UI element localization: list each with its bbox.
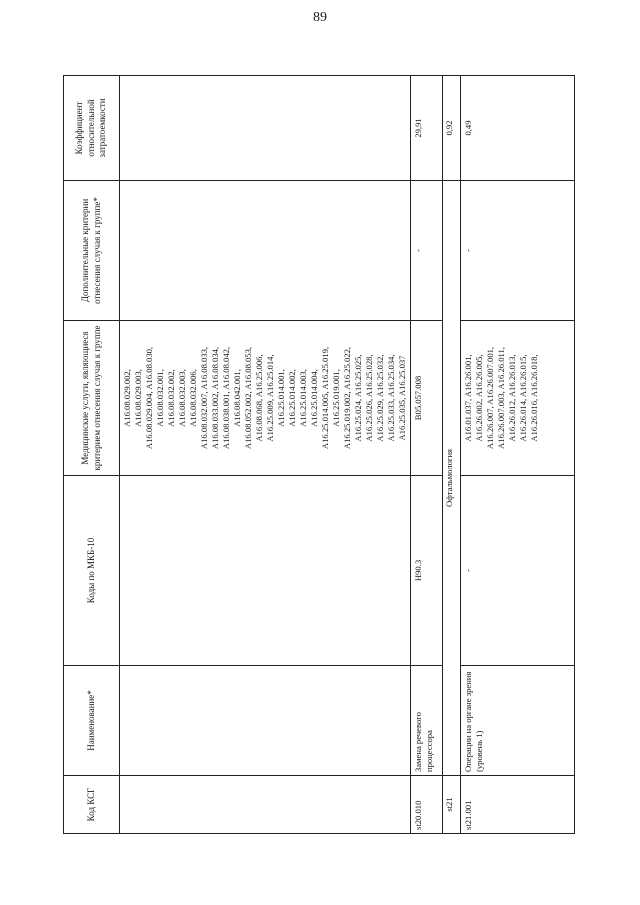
service-code: A16.25.019.001,: [331, 369, 341, 427]
row-extra: -: [411, 181, 443, 321]
service-code: A16.26.007.003, A16.26.011,: [496, 347, 506, 449]
service-code: A16.25.026, A16.25.028,: [364, 354, 374, 442]
table-row-st20-010: [411, 76, 443, 834]
table-row-continuation: [120, 76, 411, 834]
cont-coef-cell: [120, 76, 411, 181]
service-code: A16.25.024, A16.25.025,: [353, 354, 363, 442]
service-code: A16.26.002, A16.26.005,: [474, 354, 484, 442]
table-header-row: [64, 76, 120, 834]
service-code: A16.08.032.002,: [166, 369, 176, 427]
service-code: A16.08.052.002, A16.08.053,: [243, 346, 253, 450]
table-section-st21: [443, 76, 461, 834]
service-code: A16.26.016, A16.26.018,: [529, 354, 539, 442]
service-code: A16.26.014, A16.26.015,: [518, 354, 528, 442]
row-extra: -: [461, 181, 575, 321]
service-code: A16.08.038.001, A16.08.042,: [221, 346, 231, 450]
header-extra: Дополнительные критерии отнесения случая к группе*: [64, 181, 120, 321]
service-code: A16.25.033, A16.25.034,: [386, 354, 396, 442]
service-code: A16.25.009, A16.25.014,: [265, 354, 275, 442]
page-number: 89: [313, 10, 327, 25]
header-code: Код КСГ: [64, 776, 120, 834]
row-code: st20.010: [411, 776, 443, 834]
row-mkb: -: [461, 476, 575, 666]
service-code: A16.25.019.002, A16.25.022,: [342, 346, 352, 450]
table-row-st21-001: [461, 76, 575, 834]
header-coef: Коэффициент относительной затратоемкости: [64, 76, 120, 181]
cont-extra-cell: [120, 181, 411, 321]
service-code: A16.08.029.003,: [133, 369, 143, 427]
service-code: A16.26.012, A16.26.013,: [507, 354, 517, 442]
service-code: A16.25.035, A16.25.037: [397, 355, 407, 441]
row-name: Операции на органе зрения (уровень 1): [461, 666, 575, 776]
service-code: A16.08.032.003,: [177, 369, 187, 427]
service-code: A16.08.068, A16.25.006,: [254, 354, 264, 442]
ksg-table: [63, 75, 575, 834]
header-mkb: Коды по МКБ-10: [64, 476, 120, 666]
cont-code-cell: [120, 776, 411, 834]
service-code: A16.08.032.007, A16.08.033,: [199, 346, 209, 450]
service-code: A16.08.032.006,: [188, 369, 198, 427]
service-code: A16.25.014.002,: [287, 369, 297, 427]
service-code: A16.26.007, A16.26.007.001,: [485, 346, 495, 450]
service-code: A16.08.033.002, A16.08.034,: [210, 346, 220, 450]
row-name: Замена речевого процессора: [411, 666, 443, 776]
cont-name-cell: [120, 666, 411, 776]
service-code: A16.08.042.001,: [232, 369, 242, 427]
cont-mkb-cell: [120, 476, 411, 666]
row-code: st21.001: [461, 776, 575, 834]
row-services: B05.057.008: [411, 321, 443, 476]
row-coef: 0,49: [461, 76, 575, 181]
service-code: A16.08.029.002,: [122, 369, 132, 427]
service-code: A16.08.032.001,: [155, 369, 165, 427]
rotated-table-container: [63, 76, 575, 834]
service-code: A16.08.029.004, A16.08.030,: [144, 346, 154, 450]
section-coef: 0,92: [443, 76, 461, 181]
row-coef: 29,91: [411, 76, 443, 181]
service-code: A16.25.014.005, A16.25.019,: [320, 346, 330, 450]
service-code: A16.25.014.003,: [298, 369, 308, 427]
header-services: Медицинские услуги, являющиеся критерием отнесения случая к группе: [64, 321, 120, 476]
row-mkb: H90.3: [411, 476, 443, 666]
header-name: Наименование*: [64, 666, 120, 776]
service-code: A16.25.014.004,: [309, 369, 319, 427]
service-code: A16.25.014.001,: [276, 369, 286, 427]
section-code: st21: [443, 776, 461, 834]
row-services: [461, 321, 575, 476]
service-code: A16.25.029, A16.25.032,: [375, 354, 385, 442]
section-name: Офтальмология: [443, 181, 461, 776]
cont-services-cell: [120, 321, 411, 476]
service-code: A16.01.037, A16.26.001,: [463, 354, 473, 442]
